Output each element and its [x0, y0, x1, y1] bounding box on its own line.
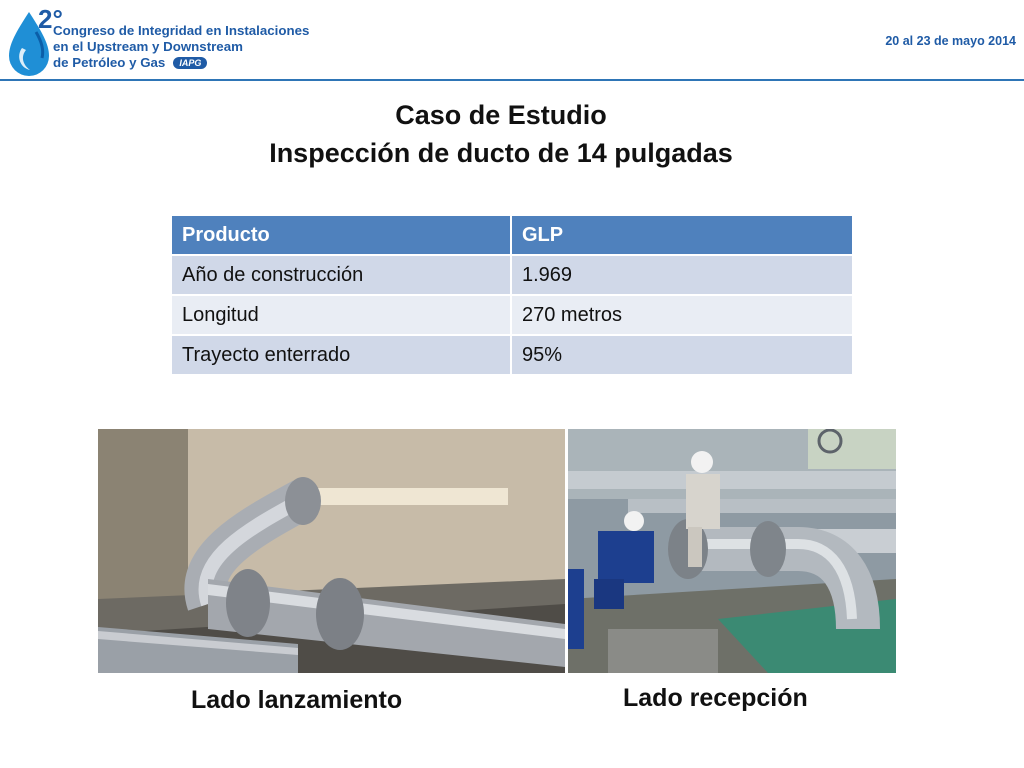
logo-line-1: Congreso de Integridad en Instalaciones	[53, 23, 310, 38]
table-row	[172, 256, 852, 294]
table-cell: GLP	[512, 216, 852, 254]
event-date: 20 al 23 de mayo 2014	[885, 34, 1016, 48]
logo-ordinal: 2°	[38, 4, 63, 34]
launch-side-photo	[98, 429, 565, 673]
table-cell: Longitud	[172, 296, 510, 334]
table-row	[172, 216, 852, 254]
receiving-side-photo	[568, 429, 896, 673]
pipeline-info-table	[170, 214, 854, 376]
slide-header	[0, 0, 1024, 80]
slide-title	[0, 96, 1002, 172]
title-line-2: Inspección de ducto de 14 pulgadas	[269, 138, 733, 168]
table-row	[172, 296, 852, 334]
launch-side-caption: Lado lanzamiento	[191, 686, 403, 714]
table-cell: Producto	[172, 216, 510, 254]
table-cell: 270 metros	[512, 296, 852, 334]
logo-line-3: de Petróleo y Gas IAPG	[53, 55, 309, 71]
table-row	[172, 336, 852, 374]
receiving-side-caption: Lado recepción	[623, 684, 808, 712]
logo-line-2: en el Upstream y Downstream	[53, 39, 243, 54]
title-line-1: Caso de Estudio	[395, 100, 607, 130]
table-cell: 1.969	[512, 256, 852, 294]
header-divider	[0, 79, 1024, 81]
table-cell: Año de construcción	[172, 256, 510, 294]
table-cell: 95%	[512, 336, 852, 374]
iapg-badge: IAPG	[173, 57, 207, 69]
table-cell: Trayecto enterrado	[172, 336, 510, 374]
logo-text	[53, 23, 309, 71]
